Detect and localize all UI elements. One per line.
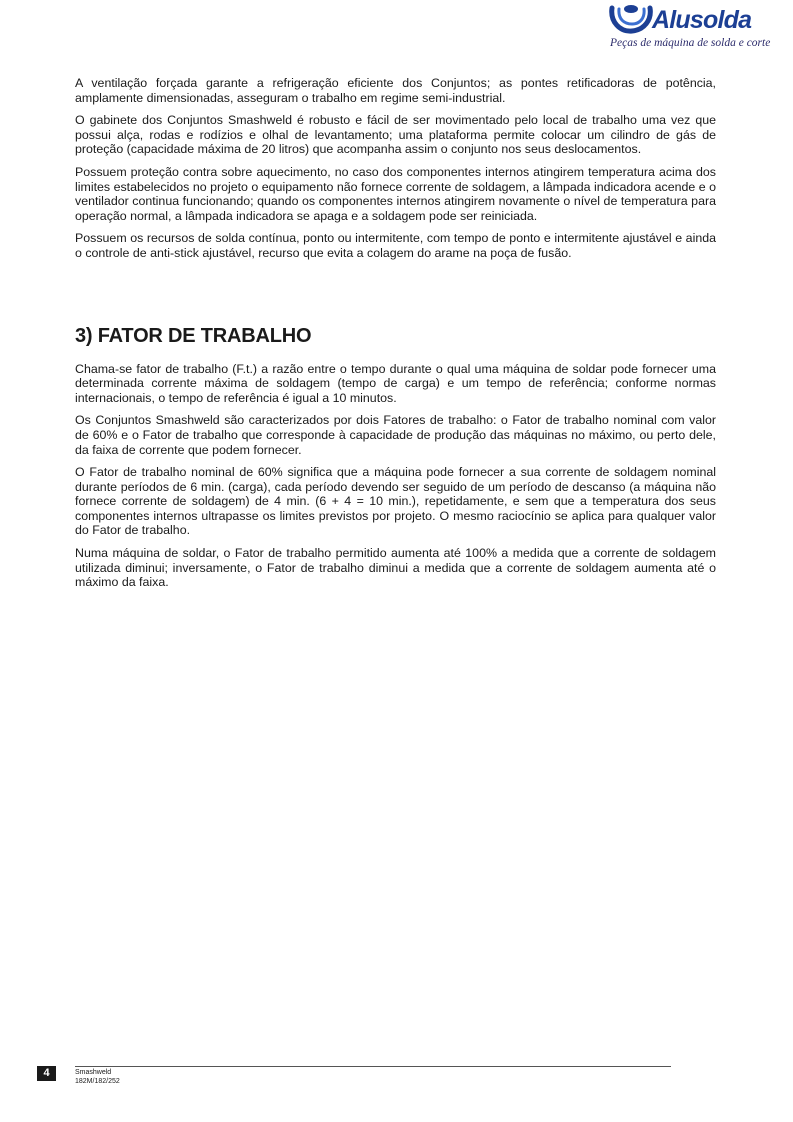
section-paragraph: Numa máquina de soldar, o Fator de trabalho permitido aumenta até 100% a medida que a corrente de soldagem utilizada diminui; inversamente, o Fator de trabalho diminui a medida que a corrente de soldagem aumenta até o máximo da faixa. — [75, 546, 716, 590]
brand-logo — [604, 2, 771, 52]
intro-paragraph: Possuem os recursos de solda contínua, ponto ou intermitente, com tempo de ponto e intermitente ajustável e ainda o controle de anti-stick ajustável, recurso que evita a colagem do arame na poça de fusão. — [75, 231, 716, 260]
intro-paragraph: Possuem proteção contra sobre aquecimento, no caso dos componentes internos atingirem temperatura acima dos limites estabelecidos no projeto o equipamento não fornece corrente de soldagem, a lâmpada indicadora acende e o ventilador continua funcionando; quando os componentes internos atingirem novamente o nível de temperatura para operação normal, a lâmpada indicadora se apaga e a soldagem pode ser reiniciada. — [75, 164, 716, 223]
section-heading: 3) FATOR DE TRABALHO — [75, 324, 312, 347]
footer-model-list: 182M/182/252 — [75, 1078, 120, 1085]
brand-name: Alusolda — [652, 6, 752, 34]
page-content — [75, 76, 716, 598]
section-paragraph: Chama-se fator de trabalho (F.t.) a razão entre o tempo durante o qual uma máquina de soldar pode fornecer uma determinada corrente máxima de soldagem (tempo de carga) e um tempo de referência; conforme normas internacionais, o tempo de referência é igual a 10 minutos. — [75, 361, 716, 405]
alusolda-logo-icon — [606, 2, 654, 36]
footer-product-name: Smashweld — [75, 1069, 112, 1076]
intro-paragraph: O gabinete dos Conjuntos Smashweld é robusto e fácil de ser movimentado pelo local de trabalho uma vez que possui alça, rodas e rodízios e olhal de levantamento; uma plataforma permite colocar um cilindro de gás de proteção (capacidade máxima de 20 litros) que acompanha assim o conjunto nos seus deslocamentos. — [75, 113, 716, 157]
footer-divider — [75, 1066, 671, 1067]
section-paragraph: O Fator de trabalho nominal de 60% significa que a máquina pode fornecer a sua corrente de soldagem nominal durante períodos de 6 min. (carga), cada período devendo ser seguido de um período de descanso (a máquina não fornece corrente de soldagem) de 4 min. (6 + 4 = 10 min.), repetidamente, e sem que a temperatura dos seus componentes internos ultrapasse os limites previstos por projeto. O mesmo raciocínio se aplica para qualquer valor do Fator de trabalho. — [75, 465, 716, 538]
intro-paragraph: A ventilação forçada garante a refrigeração eficiente dos Conjuntos; as pontes retificadoras de potência, amplamente dimensionadas, asseguram o trabalho em regime semi-industrial. — [75, 76, 716, 105]
page-number: 4 — [37, 1066, 56, 1081]
section-paragraph: Os Conjuntos Smashweld são caracterizados por dois Fatores de trabalho: o Fator de trabalho nominal com valor de 60% e o Fator de trabalho que corresponde à capacidade de produção das máquinas no máximo, ou perto dele, da faixa de corrente que podem fornecer. — [75, 413, 716, 457]
brand-tagline: Peças de máquina de solda e corte — [610, 37, 771, 49]
